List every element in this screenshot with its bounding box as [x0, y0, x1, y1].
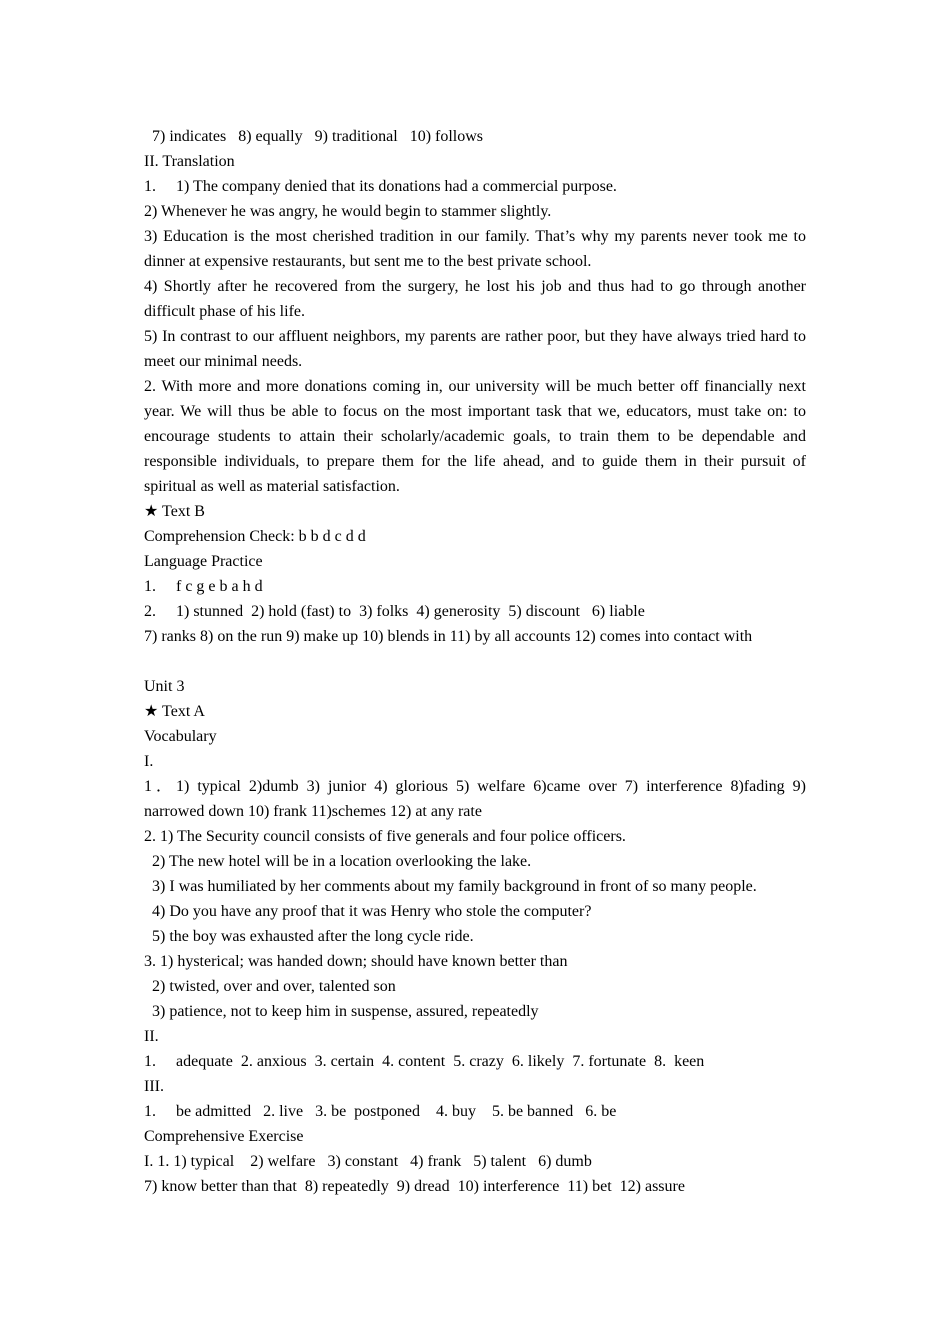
- section-heading: Vocabulary: [144, 728, 217, 745]
- section-heading: Comprehensive Exercise: [144, 1128, 304, 1145]
- text-line: 2) The new hotel will be in a location overlooking the lake.: [144, 853, 532, 870]
- text-line: 2. 1) The Security council consists of five generals and four police officers.: [144, 828, 626, 845]
- text-line: Comprehension Check: b b d c d d: [144, 528, 366, 545]
- text-line: 1. f c g e b a h d: [144, 578, 263, 595]
- document-page: [144, 124, 806, 1199]
- section-heading: Language Practice: [144, 553, 263, 570]
- text-line: 1. adequate 2. anxious 3. certain 4. content 5. crazy 6. likely 7. fortunate 8. keen: [144, 1053, 705, 1070]
- unit-heading: Unit 3: [144, 678, 185, 695]
- text-line: 7) indicates 8) equally 9) traditional 10) follows: [144, 128, 484, 145]
- section-heading: ★ Text A: [144, 703, 205, 720]
- section-heading: II.: [144, 1028, 159, 1045]
- text-line: I. 1. 1) typical 2) welfare 3) constant 4) frank 5) talent 6) dumb: [144, 1153, 592, 1170]
- text-line: 7) know better than that 8) repeatedly 9) dread 10) interference 11) bet 12) assure: [144, 1178, 685, 1195]
- paragraph: 3) Education is the most cherished tradition in our family. That’s why my parents never took me to dinner at expensive restaurants, but sent me to the best private school.: [144, 228, 806, 270]
- text-line: 3) patience, not to keep him in suspense, assured, repeatedly: [144, 1003, 539, 1020]
- text-line: 2) Whenever he was angry, he would begin to stammer slightly.: [144, 203, 552, 220]
- text-line: 2) twisted, over and over, talented son: [144, 978, 396, 995]
- blank-line: [144, 649, 806, 674]
- paragraph: 1．1) typical 2)dumb 3) junior 4) glorious 5) welfare 6)came over 7) interference 8)fading 9) narrowed down 10) frank 11)schemes 12) at any rate: [144, 778, 806, 820]
- text-line: 1. 1) The company denied that its donations had a commercial purpose.: [144, 178, 617, 195]
- section-heading: I.: [144, 753, 154, 770]
- text-line: 1. be admitted 2. live 3. be postponed 4. buy 5. be banned 6. be: [144, 1103, 617, 1120]
- text-line: 5) the boy was exhausted after the long cycle ride.: [144, 928, 474, 945]
- section-heading: III.: [144, 1078, 164, 1095]
- section-heading: ★ Text B: [144, 503, 205, 520]
- paragraph: 5) In contrast to our affluent neighbors, my parents are rather poor, but they have always tried hard to meet our minimal needs.: [144, 328, 806, 370]
- text-line: 2. 1) stunned 2) hold (fast) to 3) folks 4) generosity 5) discount 6) liable: [144, 603, 645, 620]
- text-line: 3. 1) hysterical; was handed down; should have known better than: [144, 953, 568, 970]
- paragraph: 4) Shortly after he recovered from the surgery, he lost his job and thus had to go through another difficult phase of his life.: [144, 278, 806, 320]
- section-heading: II. Translation: [144, 153, 235, 170]
- paragraph: 7) ranks 8) on the run 9) make up 10) blends in 11) by all accounts 12) comes into contact with: [144, 628, 753, 645]
- paragraph: 2. With more and more donations coming in, our university will be much better off financially next year. We will thus be able to focus on the most important task that we, educators, must take on: to encourage students to attain their scholarly/academic goals, to train them to be dependable and responsible individuals, to prepare them for the life ahead, and to guide them in their pursuit of spiritual as well as material satisfaction.: [144, 378, 806, 495]
- text-line: 4) Do you have any proof that it was Henry who stole the computer?: [144, 903, 592, 920]
- text-line: 3) I was humiliated by her comments about my family background in front of so many people.: [144, 878, 757, 895]
